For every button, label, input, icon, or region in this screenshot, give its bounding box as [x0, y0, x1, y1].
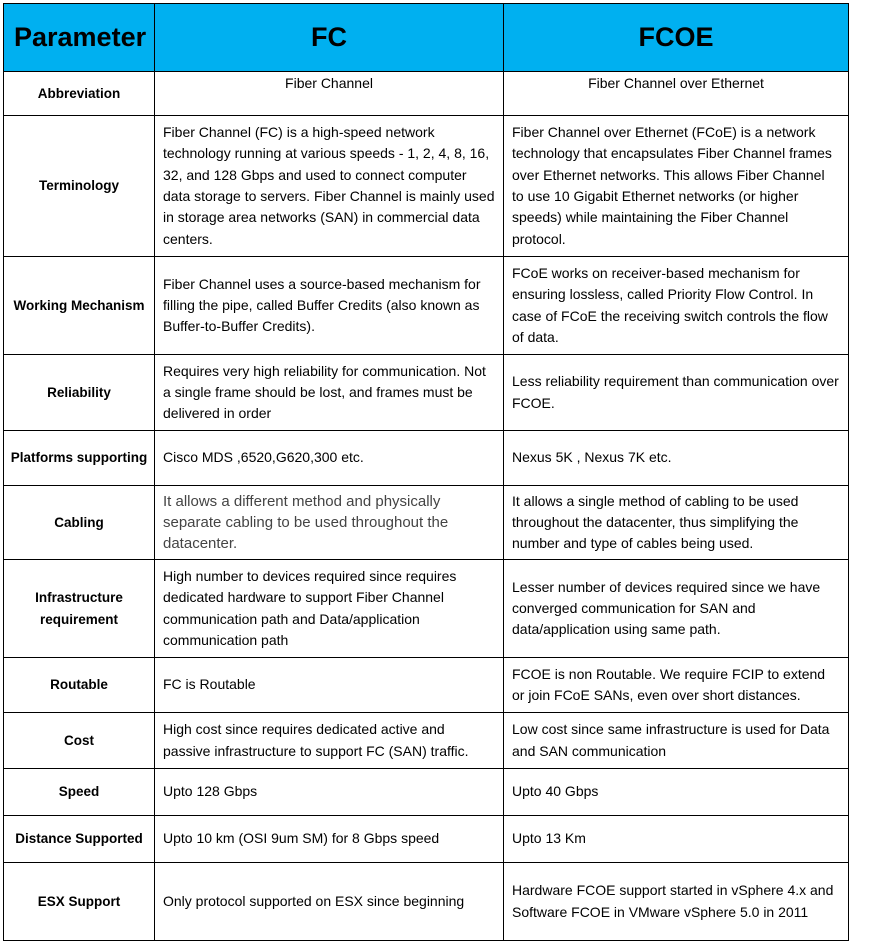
header-parameter: Parameter — [4, 4, 155, 72]
param-cell: Cost — [4, 713, 155, 769]
fcoe-cell: Upto 40 Gbps — [504, 769, 849, 816]
table-row-routable — [4, 658, 849, 713]
fcoe-cell: FCoE works on receiver-based mechanism for ensuring lossless, called Priority Flow Control. In case of FCoE the receiving switch controls the flow of data. — [504, 257, 849, 355]
table-row-esx-support — [4, 863, 849, 941]
fc-cell: High number to devices required since requires dedicated hardware to support Fiber Channel communication path and Data/application communication path — [155, 560, 504, 658]
table-row-distance — [4, 816, 849, 863]
param-cell: Terminology — [4, 116, 155, 257]
param-cell: Reliability — [4, 355, 155, 431]
fc-cell: Upto 128 Gbps — [155, 769, 504, 816]
param-cell: Platforms supporting — [4, 431, 155, 486]
fcoe-cell: Fiber Channel over Ethernet (FCoE) is a network technology that encapsulates Fiber Channel frames over Ethernet networks. This allows Fiber Channel to use 10 Gigabit Ethernet networks (or higher speeds) while maintaining the Fiber Channel protocol. — [504, 116, 849, 257]
fcoe-cell: It allows a single method of cabling to be used throughout the datacenter, thus simplifying the number and type of cables being used. — [504, 486, 849, 560]
param-cell: Routable — [4, 658, 155, 713]
table-row-platforms — [4, 431, 849, 486]
table-row-infrastructure — [4, 560, 849, 658]
fcoe-cell: Low cost since same infrastructure is used for Data and SAN communication — [504, 713, 849, 769]
param-cell: Speed — [4, 769, 155, 816]
table-row-working-mechanism — [4, 257, 849, 355]
fc-cell: Upto 10 km (OSI 9um SM) for 8 Gbps speed — [155, 816, 504, 863]
fcoe-cell: Nexus 5K , Nexus 7K etc. — [504, 431, 849, 486]
fcoe-cell: Fiber Channel over Ethernet — [504, 72, 849, 116]
fc-cell: Cisco MDS ,6520,G620,300 etc. — [155, 431, 504, 486]
table-row-cost — [4, 713, 849, 769]
table-row-reliability — [4, 355, 849, 431]
param-cell: Abbreviation — [4, 72, 155, 116]
table-header — [4, 4, 849, 72]
table-row-terminology — [4, 116, 849, 257]
comparison-table — [3, 3, 849, 941]
table-row-abbreviation — [4, 72, 849, 116]
fc-cell: Fiber Channel uses a source-based mechanism for filling the pipe, called Buffer Credits (also known as Buffer-to-Buffer Credits). — [155, 257, 504, 355]
table-row-cabling — [4, 486, 849, 560]
param-cell: Cabling — [4, 486, 155, 560]
fcoe-cell: Upto 13 Km — [504, 816, 849, 863]
header-row — [4, 4, 849, 72]
table-row-speed — [4, 769, 849, 816]
fcoe-cell: Hardware FCOE support started in vSphere 4.x and Software FCOE in VMware vSphere 5.0 in 2011 — [504, 863, 849, 941]
param-cell: Infrastructure requirement — [4, 560, 155, 658]
header-fc: FC — [155, 4, 504, 72]
fc-cell: It allows a different method and physically separate cabling to be used throughout the datacenter. — [155, 486, 504, 560]
header-fcoe: FCOE — [504, 4, 849, 72]
table-body — [4, 72, 849, 941]
fcoe-cell: Lesser number of devices required since we have converged communication for SAN and data/application using same path. — [504, 560, 849, 658]
param-cell: Working Mechanism — [4, 257, 155, 355]
param-cell: Distance Supported — [4, 816, 155, 863]
param-cell: ESX Support — [4, 863, 155, 941]
fcoe-cell: FCOE is non Routable. We require FCIP to extend or join FCoE SANs, even over short distances. — [504, 658, 849, 713]
fc-cell: Requires very high reliability for communication. Not a single frame should be lost, and frames must be delivered in order — [155, 355, 504, 431]
fc-cell: Fiber Channel — [155, 72, 504, 116]
fc-cell: High cost since requires dedicated active and passive infrastructure to support FC (SAN) traffic. — [155, 713, 504, 769]
fc-cell: FC is Routable — [155, 658, 504, 713]
fc-cell: Only protocol supported on ESX since beginning — [155, 863, 504, 941]
fc-cell: Fiber Channel (FC) is a high-speed network technology running at various speeds - 1, 2, 4, 8, 16, 32, and 128 Gbps and used to connect computer data storage to servers. Fiber Channel is mainly used in storage area networks (SAN) in commercial data centers. — [155, 116, 504, 257]
fcoe-cell: Less reliability requirement than communication over FCOE. — [504, 355, 849, 431]
